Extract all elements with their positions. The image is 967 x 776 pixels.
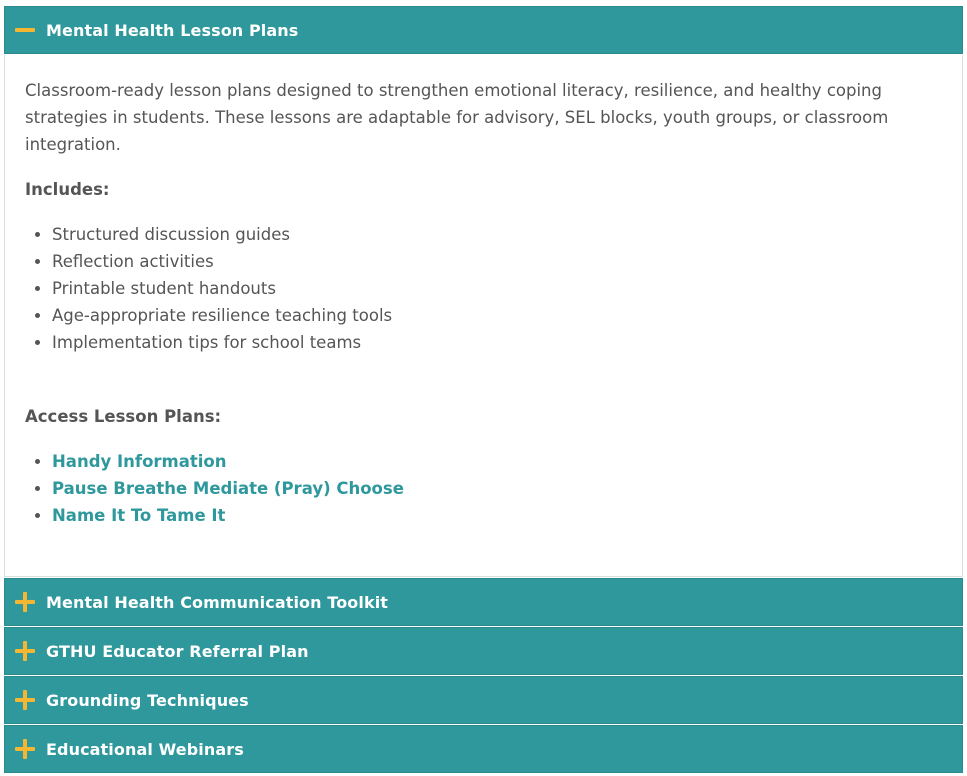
accordion-header-grounding-techniques[interactable] bbox=[4, 676, 963, 724]
plus-icon bbox=[15, 592, 35, 612]
accordion-panel-lesson-plans bbox=[4, 55, 963, 577]
accordion-title: Grounding Techniques bbox=[46, 690, 249, 710]
accordion-title: Mental Health Lesson Plans bbox=[46, 20, 299, 40]
accordion-title: Mental Health Communication Toolkit bbox=[46, 592, 389, 612]
plus-icon bbox=[15, 641, 35, 661]
includes-list bbox=[25, 221, 942, 356]
link-pause-breathe[interactable]: Pause Breathe Mediate (Pray) Choose bbox=[52, 479, 404, 498]
lesson-links-list bbox=[25, 448, 942, 529]
list-item: • Age-appropriate resilience teaching tools bbox=[52, 302, 942, 329]
link-name-it-to-tame-it[interactable]: Name It To Tame It bbox=[52, 506, 226, 525]
list-item: • Printable student handouts bbox=[52, 275, 942, 302]
list-item bbox=[52, 502, 942, 529]
plus-icon bbox=[15, 739, 35, 759]
list-item bbox=[52, 475, 942, 502]
accordion bbox=[4, 6, 963, 774]
accordion-header-referral-plan[interactable] bbox=[4, 627, 963, 675]
list-item: • Structured discussion guides bbox=[52, 221, 942, 248]
list-item bbox=[52, 448, 942, 475]
plus-icon bbox=[15, 690, 35, 710]
list-item: • Reflection activities bbox=[52, 248, 942, 275]
list-item: • Implementation tips for school teams bbox=[52, 329, 942, 356]
link-handy-information[interactable]: Handy Information bbox=[52, 452, 227, 471]
accordion-title: Educational Webinars bbox=[46, 739, 244, 759]
accordion-header-educational-webinars[interactable] bbox=[4, 725, 963, 773]
section-description: Classroom-ready lesson plans designed to strengthen emotional literacy, resilience, and healthy coping strategies in students. These lessons are adaptable for advisory, SEL blocks, youth groups, or classroom integration. bbox=[25, 81, 889, 154]
accordion-header-communication-toolkit[interactable] bbox=[4, 578, 963, 626]
accordion-title: GTHU Educator Referral Plan bbox=[46, 641, 309, 661]
includes-label: Includes: bbox=[25, 180, 110, 199]
access-label: Access Lesson Plans: bbox=[25, 407, 222, 426]
accordion-header-lesson-plans[interactable] bbox=[4, 6, 963, 54]
minus-icon bbox=[15, 20, 35, 40]
